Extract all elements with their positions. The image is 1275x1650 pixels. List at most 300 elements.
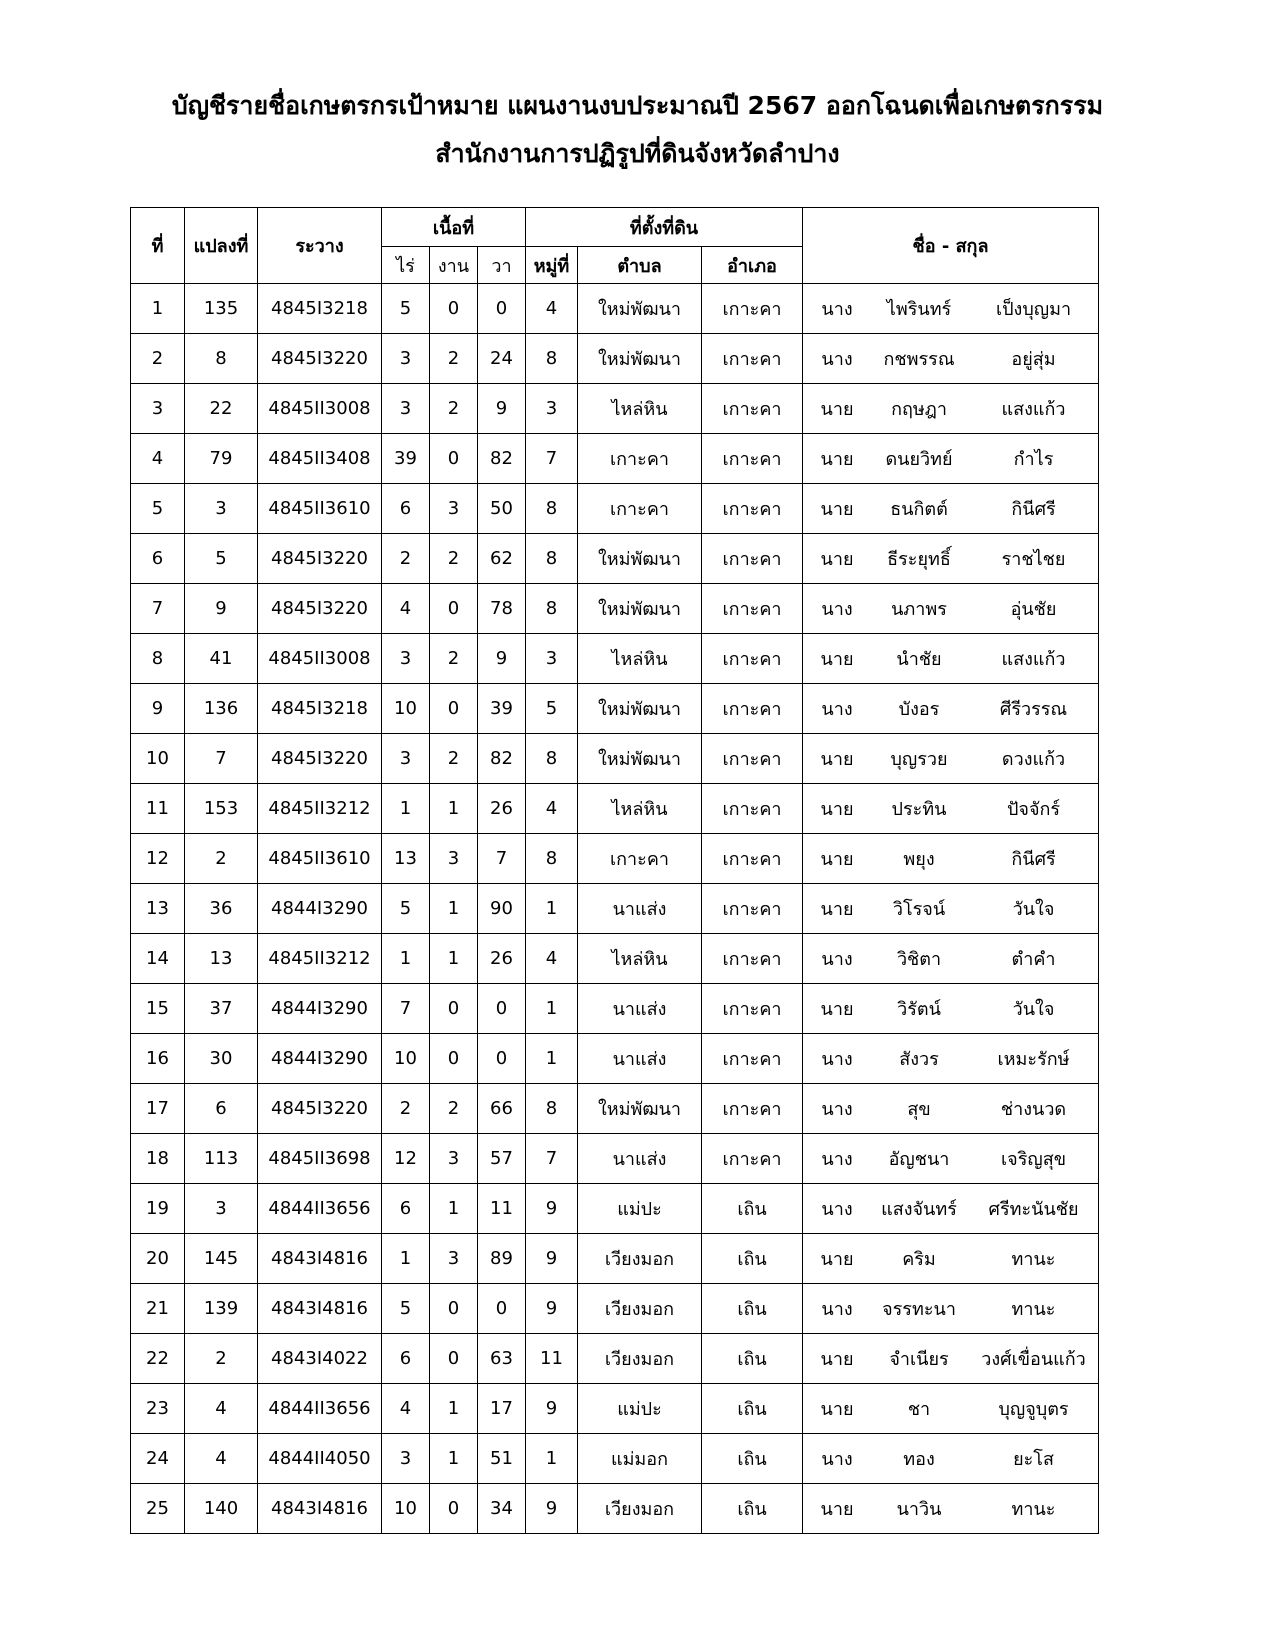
farmer-roster-table	[130, 207, 1099, 1534]
cell-full-name	[803, 634, 1099, 684]
header-tambon: ตำบล	[578, 247, 702, 284]
cell-plot: 135	[185, 284, 258, 334]
first-name: ทอง	[903, 1449, 935, 1470]
last-name: เจริญสุข	[1001, 1149, 1067, 1170]
cell-no: 23	[131, 1384, 185, 1434]
first-name: พยุง	[903, 849, 935, 870]
last-name: อยู่สุ่ม	[1011, 349, 1056, 370]
last-name: วงศ์เขื่อนแก้ว	[981, 1349, 1086, 1370]
first-name: ดนยวิทย์	[885, 449, 953, 470]
cell-tambon: ใหม่พัฒนา	[578, 734, 702, 784]
cell-full-name	[803, 284, 1099, 334]
table-row	[131, 934, 1099, 984]
cell-ngan: 2	[430, 534, 478, 584]
table-row	[131, 1384, 1099, 1434]
table-row	[131, 684, 1099, 734]
cell-plot: 5	[185, 534, 258, 584]
cell-tambon: เกาะคา	[578, 484, 702, 534]
first-name: ธนกิตต์	[890, 499, 948, 520]
cell-amphoe: เถิน	[702, 1184, 803, 1234]
document-subtitle: สำนักงานการปฏิรูปที่ดินจังหวัดลำปาง	[435, 139, 840, 168]
name-prefix: นาง	[821, 599, 853, 620]
cell-rai: 7	[382, 984, 430, 1034]
table-row	[131, 734, 1099, 784]
last-name: ช่างนวด	[1000, 1099, 1067, 1120]
last-name: แสงแก้ว	[1001, 649, 1066, 670]
cell-amphoe: เถิน	[702, 1434, 803, 1484]
cell-amphoe: เกาะคา	[702, 484, 803, 534]
table-row	[131, 384, 1099, 434]
first-name: คริม	[902, 1249, 936, 1270]
table-row	[131, 434, 1099, 484]
cell-wa: 89	[478, 1234, 526, 1284]
last-name: ยะโส	[1013, 1449, 1054, 1470]
cell-full-name	[803, 1034, 1099, 1084]
cell-tambon: เวียงมอก	[578, 1234, 702, 1284]
cell-ngan: 3	[430, 1234, 478, 1284]
cell-grid: 4843I4816	[258, 1484, 382, 1534]
first-name: อัญชนา	[888, 1149, 950, 1170]
cell-grid: 4845II3610	[258, 834, 382, 884]
name-prefix: นาง	[821, 1049, 853, 1070]
cell-full-name	[803, 1484, 1099, 1534]
name-prefix: นาย	[820, 1249, 854, 1270]
table-row	[131, 634, 1099, 684]
cell-rai: 2	[382, 1084, 430, 1134]
table-row	[131, 1484, 1099, 1534]
name-prefix: นาย	[820, 399, 854, 420]
cell-plot: 153	[185, 784, 258, 834]
cell-full-name	[803, 484, 1099, 534]
cell-grid: 4844I3290	[258, 884, 382, 934]
cell-no: 2	[131, 334, 185, 384]
header-ngan: งาน	[430, 247, 478, 284]
cell-tambon: แม่ปะ	[578, 1384, 702, 1434]
header-no: ที่	[131, 208, 185, 284]
last-name: บุญจูบุตร	[998, 1399, 1069, 1420]
last-name: วันใจ	[1012, 999, 1055, 1020]
cell-grid: 4845I3220	[258, 584, 382, 634]
roster-body	[131, 284, 1099, 1534]
cell-full-name	[803, 1434, 1099, 1484]
cell-ngan: 0	[430, 1334, 478, 1384]
cell-no: 14	[131, 934, 185, 984]
last-name: เหมะรักษ์	[997, 1049, 1070, 1070]
cell-grid: 4845II3610	[258, 484, 382, 534]
cell-plot: 4	[185, 1384, 258, 1434]
cell-wa: 90	[478, 884, 526, 934]
cell-tambon: ไหล่หิน	[578, 934, 702, 984]
cell-rai: 5	[382, 284, 430, 334]
cell-moo: 1	[526, 884, 578, 934]
name-prefix: นาย	[820, 1349, 854, 1370]
cell-full-name	[803, 1134, 1099, 1184]
cell-ngan: 2	[430, 384, 478, 434]
header-grid: ระวาง	[258, 208, 382, 284]
first-name: บังอร	[898, 699, 940, 720]
cell-wa: 57	[478, 1134, 526, 1184]
table-row	[131, 1434, 1099, 1484]
first-name: บุญรวย	[890, 749, 948, 770]
cell-no: 25	[131, 1484, 185, 1534]
cell-full-name	[803, 1334, 1099, 1384]
cell-plot: 3	[185, 1184, 258, 1234]
last-name: ทานะ	[1011, 1499, 1056, 1520]
cell-no: 1	[131, 284, 185, 334]
cell-rai: 10	[382, 1484, 430, 1534]
cell-wa: 26	[478, 784, 526, 834]
cell-tambon: ไหล่หิน	[578, 784, 702, 834]
cell-amphoe: เกาะคา	[702, 834, 803, 884]
first-name: สุข	[907, 1099, 931, 1120]
name-prefix: นาง	[821, 949, 853, 970]
cell-amphoe: เกาะคา	[702, 1134, 803, 1184]
cell-amphoe: เถิน	[702, 1234, 803, 1284]
cell-full-name	[803, 834, 1099, 884]
cell-tambon: ใหม่พัฒนา	[578, 1084, 702, 1134]
cell-moo: 8	[526, 834, 578, 884]
name-prefix: นาย	[820, 899, 854, 920]
cell-wa: 9	[478, 384, 526, 434]
first-name: วิรัตน์	[897, 999, 941, 1020]
cell-rai: 5	[382, 1284, 430, 1334]
cell-plot: 145	[185, 1234, 258, 1284]
cell-amphoe: เกาะคา	[702, 434, 803, 484]
cell-plot: 7	[185, 734, 258, 784]
cell-full-name	[803, 784, 1099, 834]
cell-ngan: 1	[430, 784, 478, 834]
cell-no: 13	[131, 884, 185, 934]
cell-full-name	[803, 434, 1099, 484]
cell-full-name	[803, 934, 1099, 984]
cell-tambon: เวียงมอก	[578, 1334, 702, 1384]
cell-grid: 4843I4022	[258, 1334, 382, 1384]
table-row	[131, 334, 1099, 384]
cell-grid: 4845II3408	[258, 434, 382, 484]
cell-wa: 9	[478, 634, 526, 684]
name-prefix: นาย	[820, 749, 854, 770]
table-row	[131, 484, 1099, 534]
cell-wa: 66	[478, 1084, 526, 1134]
cell-moo: 9	[526, 1234, 578, 1284]
cell-ngan: 0	[430, 284, 478, 334]
table-row	[131, 1184, 1099, 1234]
cell-full-name	[803, 734, 1099, 784]
header-amphoe: อำเภอ	[702, 247, 803, 284]
cell-moo: 4	[526, 934, 578, 984]
cell-amphoe: เกาะคา	[702, 784, 803, 834]
last-name: กำไร	[1013, 449, 1054, 470]
cell-tambon: ใหม่พัฒนา	[578, 534, 702, 584]
name-prefix: นาย	[820, 449, 854, 470]
cell-amphoe: เกาะคา	[702, 1084, 803, 1134]
cell-no: 6	[131, 534, 185, 584]
header-location: ที่ตั้งที่ดิน	[526, 208, 803, 247]
last-name: วันใจ	[1012, 899, 1055, 920]
cell-grid: 4844II3656	[258, 1184, 382, 1234]
cell-tambon: เกาะคา	[578, 434, 702, 484]
cell-wa: 62	[478, 534, 526, 584]
cell-grid: 4843I4816	[258, 1234, 382, 1284]
cell-rai: 6	[382, 484, 430, 534]
cell-moo: 7	[526, 434, 578, 484]
cell-tambon: นาแส่ง	[578, 984, 702, 1034]
name-prefix: นาง	[821, 1449, 853, 1470]
cell-no: 11	[131, 784, 185, 834]
cell-plot: 136	[185, 684, 258, 734]
cell-wa: 0	[478, 1034, 526, 1084]
first-name: กฤษฎา	[891, 399, 947, 420]
table-row	[131, 984, 1099, 1034]
first-name: ธีระยุทธิ์	[887, 549, 951, 570]
cell-ngan: 2	[430, 1084, 478, 1134]
cell-grid: 4844II3656	[258, 1384, 382, 1434]
cell-wa: 34	[478, 1484, 526, 1534]
cell-rai: 2	[382, 534, 430, 584]
cell-wa: 39	[478, 684, 526, 734]
name-prefix: นาง	[821, 1099, 853, 1120]
last-name: แสงแก้ว	[1001, 399, 1066, 420]
cell-moo: 4	[526, 284, 578, 334]
cell-ngan: 3	[430, 834, 478, 884]
cell-full-name	[803, 384, 1099, 434]
name-prefix: นาย	[820, 499, 854, 520]
cell-moo: 8	[526, 534, 578, 584]
cell-tambon: นาแส่ง	[578, 884, 702, 934]
cell-wa: 82	[478, 434, 526, 484]
cell-wa: 24	[478, 334, 526, 384]
name-prefix: นาง	[821, 1149, 853, 1170]
cell-plot: 2	[185, 834, 258, 884]
cell-full-name	[803, 584, 1099, 634]
cell-rai: 39	[382, 434, 430, 484]
cell-wa: 78	[478, 584, 526, 634]
cell-amphoe: เกาะคา	[702, 934, 803, 984]
cell-rai: 4	[382, 584, 430, 634]
cell-rai: 3	[382, 734, 430, 784]
cell-ngan: 0	[430, 1034, 478, 1084]
cell-grid: 4845II3008	[258, 634, 382, 684]
cell-ngan: 0	[430, 1284, 478, 1334]
cell-wa: 50	[478, 484, 526, 534]
cell-no: 19	[131, 1184, 185, 1234]
cell-ngan: 1	[430, 884, 478, 934]
cell-rai: 5	[382, 884, 430, 934]
cell-plot: 2	[185, 1334, 258, 1384]
table-row	[131, 284, 1099, 334]
cell-rai: 3	[382, 384, 430, 434]
cell-amphoe: เถิน	[702, 1484, 803, 1534]
cell-wa: 0	[478, 284, 526, 334]
last-name: ทานะ	[1011, 1249, 1056, 1270]
cell-no: 10	[131, 734, 185, 784]
table-row	[131, 834, 1099, 884]
cell-amphoe: เกาะคา	[702, 1034, 803, 1084]
name-prefix: นาง	[821, 1199, 853, 1220]
cell-tambon: ไหล่หิน	[578, 634, 702, 684]
cell-full-name	[803, 1284, 1099, 1334]
cell-no: 16	[131, 1034, 185, 1084]
cell-ngan: 1	[430, 1184, 478, 1234]
cell-amphoe: เกาะคา	[702, 734, 803, 784]
cell-plot: 3	[185, 484, 258, 534]
name-prefix: นาง	[821, 1299, 853, 1320]
cell-tambon: ใหม่พัฒนา	[578, 684, 702, 734]
first-name: วิโรจน์	[892, 899, 946, 920]
cell-no: 21	[131, 1284, 185, 1334]
document-title: บัญชีรายชื่อเกษตรกรเป้าหมาย แผนงานงบประมาณปี 2567 ออกโฉนดเพื่อเกษตรกรรม	[171, 91, 1104, 120]
cell-plot: 8	[185, 334, 258, 384]
name-prefix: นาง	[821, 299, 853, 320]
header-wa: วา	[478, 247, 526, 284]
cell-plot: 139	[185, 1284, 258, 1334]
cell-ngan: 0	[430, 1484, 478, 1534]
last-name: ทานะ	[1011, 1299, 1056, 1320]
last-name: ดวงแก้ว	[1001, 749, 1066, 770]
cell-plot: 36	[185, 884, 258, 934]
cell-wa: 26	[478, 934, 526, 984]
first-name: นาวิน	[896, 1499, 942, 1520]
table-row	[131, 1084, 1099, 1134]
cell-grid: 4845II3698	[258, 1134, 382, 1184]
first-name: ชา	[907, 1399, 931, 1420]
cell-full-name	[803, 1084, 1099, 1134]
cell-wa: 17	[478, 1384, 526, 1434]
cell-grid: 4845I3220	[258, 734, 382, 784]
cell-amphoe: เถิน	[702, 1384, 803, 1434]
cell-grid: 4843I4816	[258, 1284, 382, 1334]
cell-no: 15	[131, 984, 185, 1034]
cell-tambon: ไหล่หิน	[578, 384, 702, 434]
cell-tambon: ใหม่พัฒนา	[578, 584, 702, 634]
header-name: ชื่อ - สกุล	[803, 208, 1099, 284]
cell-moo: 9	[526, 1484, 578, 1534]
last-name: ศรีทะนันชัย	[988, 1199, 1079, 1220]
cell-no: 12	[131, 834, 185, 884]
cell-ngan: 1	[430, 1434, 478, 1484]
table-row	[131, 584, 1099, 634]
first-name: จรรทะนา	[882, 1299, 956, 1320]
cell-ngan: 3	[430, 484, 478, 534]
cell-moo: 1	[526, 984, 578, 1034]
cell-grid: 4844I3290	[258, 984, 382, 1034]
name-prefix: นาง	[821, 349, 853, 370]
table-row	[131, 534, 1099, 584]
cell-moo: 8	[526, 1084, 578, 1134]
table-row	[131, 1034, 1099, 1084]
first-name: ประทิน	[891, 799, 947, 820]
cell-wa: 82	[478, 734, 526, 784]
cell-grid: 4845I3220	[258, 334, 382, 384]
cell-plot: 4	[185, 1434, 258, 1484]
cell-moo: 3	[526, 384, 578, 434]
cell-ngan: 3	[430, 1134, 478, 1184]
cell-no: 8	[131, 634, 185, 684]
cell-ngan: 2	[430, 334, 478, 384]
cell-grid: 4845I3218	[258, 284, 382, 334]
cell-plot: 140	[185, 1484, 258, 1534]
last-name: อุ่นชัย	[1010, 599, 1057, 620]
cell-tambon: ใหม่พัฒนา	[578, 284, 702, 334]
table-row	[131, 1284, 1099, 1334]
first-name: สังวร	[899, 1049, 939, 1070]
cell-no: 5	[131, 484, 185, 534]
cell-moo: 11	[526, 1334, 578, 1384]
cell-grid: 4844II4050	[258, 1434, 382, 1484]
cell-ngan: 0	[430, 584, 478, 634]
table-row	[131, 784, 1099, 834]
cell-moo: 8	[526, 484, 578, 534]
cell-rai: 3	[382, 634, 430, 684]
name-prefix: นาง	[821, 699, 853, 720]
last-name: ราชไชย	[1001, 549, 1066, 570]
header-moo: หมู่ที่	[526, 247, 578, 284]
cell-grid: 4845I3220	[258, 1084, 382, 1134]
cell-moo: 9	[526, 1284, 578, 1334]
cell-plot: 113	[185, 1134, 258, 1184]
cell-grid: 4845II3008	[258, 384, 382, 434]
cell-rai: 13	[382, 834, 430, 884]
cell-no: 4	[131, 434, 185, 484]
cell-plot: 30	[185, 1034, 258, 1084]
cell-wa: 0	[478, 984, 526, 1034]
cell-rai: 4	[382, 1384, 430, 1434]
cell-amphoe: เกาะคา	[702, 584, 803, 634]
name-prefix: นาย	[820, 549, 854, 570]
cell-moo: 1	[526, 1434, 578, 1484]
cell-rai: 6	[382, 1334, 430, 1384]
cell-rai: 6	[382, 1184, 430, 1234]
cell-rai: 1	[382, 784, 430, 834]
cell-plot: 13	[185, 934, 258, 984]
first-name: กชพรรณ	[883, 349, 955, 370]
first-name: วิชิตา	[896, 949, 942, 970]
cell-amphoe: เกาะคา	[702, 534, 803, 584]
name-prefix: นาย	[820, 849, 854, 870]
cell-moo: 8	[526, 584, 578, 634]
cell-ngan: 1	[430, 1384, 478, 1434]
cell-plot: 9	[185, 584, 258, 634]
header-plot: แปลงที่	[185, 208, 258, 284]
cell-moo: 1	[526, 1034, 578, 1084]
table-row	[131, 884, 1099, 934]
cell-wa: 63	[478, 1334, 526, 1384]
cell-moo: 8	[526, 334, 578, 384]
table-row	[131, 1134, 1099, 1184]
cell-grid: 4845I3218	[258, 684, 382, 734]
cell-no: 22	[131, 1334, 185, 1384]
cell-tambon: นาแส่ง	[578, 1034, 702, 1084]
cell-rai: 1	[382, 934, 430, 984]
cell-rai: 3	[382, 1434, 430, 1484]
cell-plot: 6	[185, 1084, 258, 1134]
header-rai: ไร่	[382, 247, 430, 284]
cell-tambon: แม่มอก	[578, 1434, 702, 1484]
cell-moo: 5	[526, 684, 578, 734]
cell-full-name	[803, 534, 1099, 584]
cell-grid: 4845I3220	[258, 534, 382, 584]
cell-wa: 51	[478, 1434, 526, 1484]
cell-ngan: 0	[430, 684, 478, 734]
cell-moo: 9	[526, 1184, 578, 1234]
cell-grid: 4845II3212	[258, 934, 382, 984]
cell-plot: 37	[185, 984, 258, 1034]
cell-full-name	[803, 684, 1099, 734]
cell-full-name	[803, 1184, 1099, 1234]
cell-amphoe: เกาะคา	[702, 634, 803, 684]
cell-moo: 9	[526, 1384, 578, 1434]
first-name: จำเนียร	[889, 1349, 949, 1370]
